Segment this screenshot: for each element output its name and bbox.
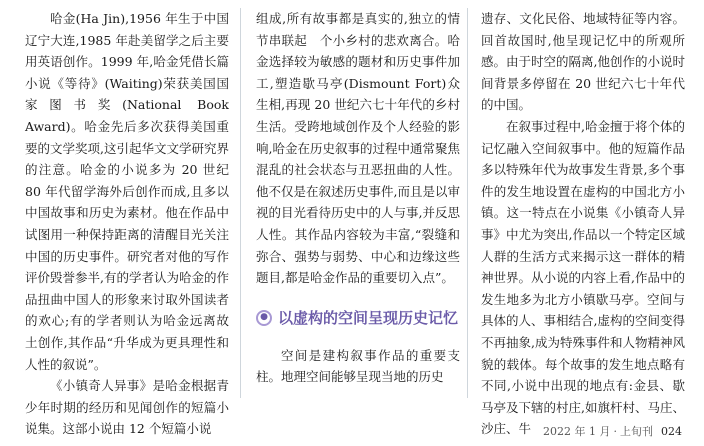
column-divider bbox=[240, 8, 241, 398]
column-middle bbox=[256, 8, 460, 388]
paragraph-space: 空间是建构叙事作品的重要支柱。地理空间能够呈现当地的历史 bbox=[256, 347, 460, 385]
issue-name: 上旬刊 bbox=[620, 425, 653, 438]
issue-date: 2022 年 1 月 bbox=[543, 425, 611, 438]
column-divider bbox=[467, 8, 468, 398]
paragraph-collection-intro: 《小镇奇人异事》是哈金根据青少年时期的经历和见闻创作的短篇小说集。这部小说由 12 个短篇小说 bbox=[25, 378, 229, 437]
column-right bbox=[481, 8, 685, 440]
page-number: 024 bbox=[661, 425, 682, 438]
section-heading-text: 以虚构的空间呈现历史记忆 bbox=[278, 308, 459, 327]
column-left bbox=[25, 8, 229, 440]
paragraph-continuation: 组成,所有故事都是真实的,独立的情节串联起 个小乡村的悲欢离合。哈金选择较为敏感的题材和历史事件加工,塑造歇马亭(Dismount Fort)众生相,再现 20 世纪六七十年代的乡村生活。受跨地域创作及个人经验的影响,哈金在历史叙事的过程中通常聚焦混乱的社会状态与丑恶扭曲的人性。他不仅是在叙述历史事件,而且是以审视的目光看待历史中的人与事,并反思人性。其作品内容较为丰富,“裂缝和弥合、强势与弱势、中心和边缘这些题目,都是哈金作品的重要切入点”。 bbox=[256, 11, 460, 286]
paragraph-narrative-space: 在叙事过程中,哈金擅于将个体的记忆融入空间叙事中。他的短篇作品多以特殊年代为故事发生背景,多个事件的发生地设置在虚构的中国北方小镇。这一特点在小说集《小镇奇人异事》中尤为突出,作品以一个特定区域人群的生活方式来揭示这一群体的精神世界。从小说的内容上看,作品中的发生地多为北方小镇歇马亭。空间与具体的人、事相结合,虚构的空间变得不再抽象,成为特殊事件和人物精神风貌的载体。每个故事的发生地点略有不同,小说中出现的地点有:金县、歇马亭及下辖的村庄,如旗杆村、马庄、沙庄、牛 bbox=[481, 118, 685, 437]
paragraph-intro: 哈金(Ha Jin),1956 年生于中国辽宁大连,1985 年赴美留学之后主要用英语创作。1999 年,哈金凭借长篇小说《等待》(Waiting)荣获美国国家图书奖(National Book Award)。哈金先后多次获得美国重要的文学奖项,这引起华文文学研究界的注意。哈金的小说多为 20 世纪 80 年代留学海外后创作而成,且多以中国故事和历史为素材。他在作品中试图用一种保持距离的清醒目光关注中国的历史事件。研究者对他的写作评价毁誉参半,有的学者认为哈金的作品扭曲中国人的形象来讨取外国读者的欢心;有的学者则认为哈金远离故土创作,其作品“升华成为更具理性和人性的叙说”。 bbox=[25, 11, 229, 372]
film-reel-bullet-icon: ● bbox=[256, 310, 272, 326]
section-heading bbox=[256, 305, 460, 331]
footer-separator: · bbox=[613, 425, 617, 438]
page-footer bbox=[543, 424, 682, 440]
paragraph-continuation: 遗存、文化民俗、地域特征等内容。回首故国时,他呈现记忆中的所观所感。由于时空的隔离,他创作的小说时间背景多停留在 20 世纪六七十年代的中国。 bbox=[481, 11, 685, 113]
